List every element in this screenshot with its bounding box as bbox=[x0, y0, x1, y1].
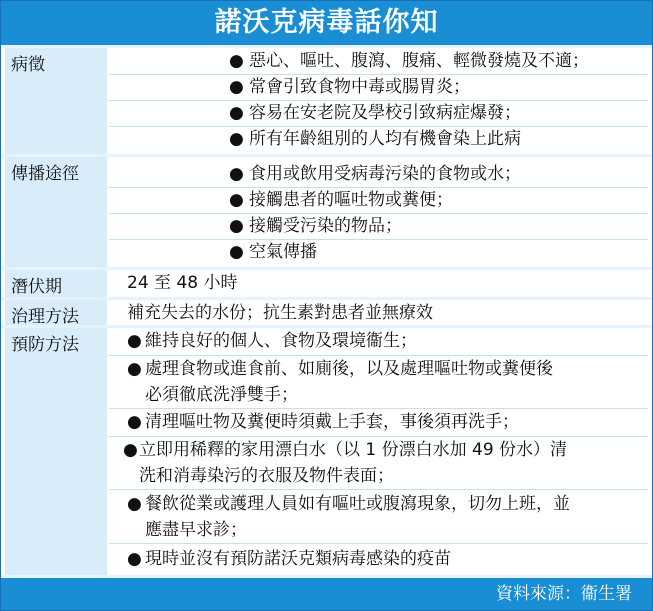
section-transmission bbox=[1, 157, 652, 267]
bullet-icon: ● bbox=[229, 103, 244, 123]
bullet-icon: ● bbox=[229, 51, 244, 71]
section-label: 預防方法 bbox=[5, 328, 107, 575]
section-label: 傳播途徑 bbox=[5, 157, 107, 267]
bullet-icon: ● bbox=[229, 216, 244, 236]
incubation-value: 24 至 48 小時 bbox=[127, 273, 238, 293]
bullet-icon: ● bbox=[229, 242, 244, 262]
list-item: ● 常會引致食物中毒或腸胃炎； bbox=[109, 74, 648, 101]
section-treatment bbox=[1, 300, 652, 325]
list-item: ● 維持良好的個人、食物及環境衞生； bbox=[109, 328, 648, 356]
bullet-icon: ● bbox=[123, 440, 138, 460]
bullet-icon: ● bbox=[127, 494, 142, 514]
list-item: ● 接觸患者的嘔吐物或糞便； bbox=[109, 187, 648, 214]
source-credit: 資料來源：衞生署 bbox=[1, 578, 652, 610]
list-item: ● 處理食物或進食前、如廁後，以及處理嘔吐物或糞便後 必須徹底洗淨雙手； bbox=[109, 356, 648, 409]
bullet-icon: ● bbox=[229, 129, 244, 149]
list-item: ● 所有年齡組別的人均有機會染上此病 bbox=[109, 126, 648, 152]
list-item: ● 接觸受污染的物品； bbox=[109, 213, 648, 240]
list-item: ● 立即用稀釋的家用漂白水（以 1 份漂白水加 49 份水）清 洗和消毒染污的衣服及物件表面； bbox=[109, 437, 648, 490]
bullet-icon: ● bbox=[229, 77, 244, 97]
list-item: ● 現時並沒有預防諾沃克類病毒感染的疫苗 bbox=[109, 546, 648, 573]
section-symptoms bbox=[1, 48, 652, 154]
page-title: 諾沃克病毒話你知 bbox=[1, 1, 652, 45]
list-item: ● 容易在安老院及學校引致病症爆發； bbox=[109, 100, 648, 127]
list-item: ● 惡心、嘔吐、腹瀉、腹痛、輕微發燒及不適； bbox=[109, 48, 648, 75]
section-label: 病徵 bbox=[5, 48, 107, 154]
bullet-icon: ● bbox=[229, 190, 244, 210]
bullet-icon: ● bbox=[127, 331, 142, 351]
section-prevention bbox=[1, 328, 652, 575]
section-label: 治理方法 bbox=[5, 300, 107, 325]
treatment-value: 補充失去的水份；抗生素對患者並無療效 bbox=[127, 303, 433, 323]
bullet-icon: ● bbox=[127, 412, 142, 432]
bullet-icon: ● bbox=[127, 359, 142, 379]
list-item: ● 清理嘔吐物及糞便時須戴上手套，事後須再洗手； bbox=[109, 409, 648, 437]
list-item: ● 食用或飲用受病毒污染的食物或水； bbox=[109, 161, 648, 188]
list-item: ● 空氣傳播 bbox=[109, 239, 648, 265]
bullet-icon: ● bbox=[127, 549, 142, 569]
section-incubation bbox=[1, 270, 652, 297]
list-item: ● 餐飲從業或護理人員如有嘔吐或腹瀉現象，切勿上班，並 應盡早求診； bbox=[109, 491, 648, 544]
bullet-icon: ● bbox=[229, 164, 244, 184]
section-label: 潛伏期 bbox=[5, 270, 107, 297]
